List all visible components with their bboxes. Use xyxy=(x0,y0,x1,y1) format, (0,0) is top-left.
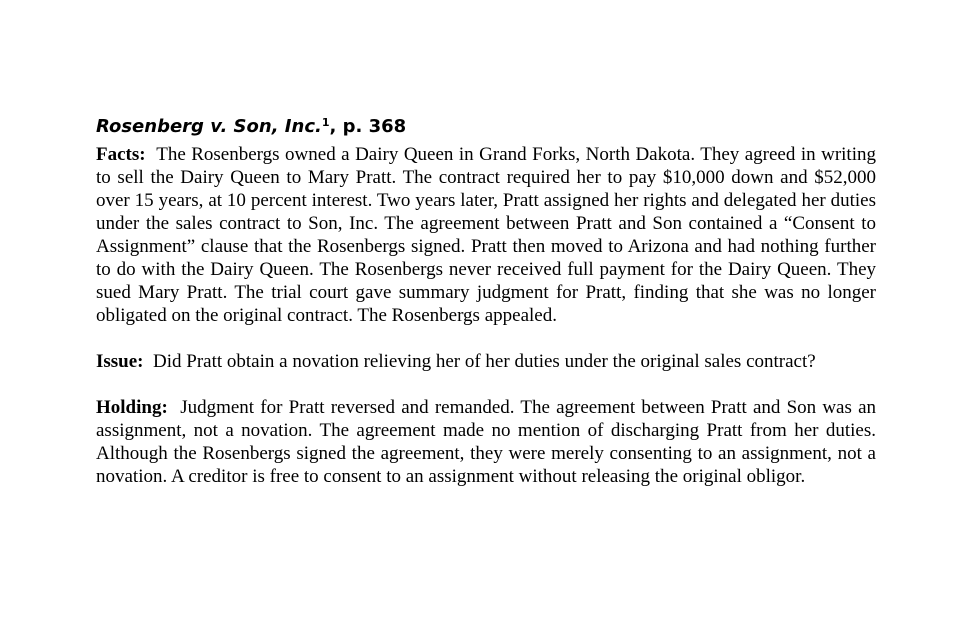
issue-paragraph xyxy=(96,350,876,373)
page-reference: , p. 368 xyxy=(329,116,407,137)
paragraph-spacer xyxy=(96,327,876,350)
issue-label: Issue: xyxy=(96,351,144,372)
paragraph-spacer xyxy=(96,373,876,396)
case-name: Rosenberg v. Son, Inc. xyxy=(96,116,322,137)
facts-label: Facts: xyxy=(96,144,146,165)
facts-paragraph xyxy=(96,143,876,327)
holding-text: Judgment for Pratt reversed and remanded. The agreement between Pratt and Son was an assignment, not a novation. The agreement made no mention of discharging Pratt from her duties. Although the Rosenbergs signed the agreement, they were merely consenting to an assignment, not a novation. A creditor is free to consent to an assignment without releasing the original obligor. xyxy=(96,397,877,487)
document-page xyxy=(96,114,876,488)
issue-text: Did Pratt obtain a novation relieving her of her duties under the original sales contract? xyxy=(153,351,816,372)
holding-paragraph xyxy=(96,396,876,488)
holding-label: Holding: xyxy=(96,397,168,418)
footnote-marker: 1 xyxy=(321,116,330,129)
case-title xyxy=(96,114,876,140)
facts-text: The Rosenbergs owned a Dairy Queen in Grand Forks, North Dakota. They agreed in writing to sell the Dairy Queen to Mary Pratt. The contract required her to pay $10,000 down and $52,000 over 15 years, at 10 percent interest. Two years later, Pratt assigned her rights and delegated her duties under the sales contract to Son, Inc. The agreement between Pratt and Son contained a “Consent to Assignment” clause that the Rosenbergs signed. Pratt then moved to Arizona and had nothing further to do with the Dairy Queen. The Rosenbergs never received full payment for the Dairy Queen. They sued Mary Pratt. The trial court gave summary judgment for Pratt, finding that she was no longer obligated on the original contract. The Rosenbergs appealed. xyxy=(96,144,876,326)
